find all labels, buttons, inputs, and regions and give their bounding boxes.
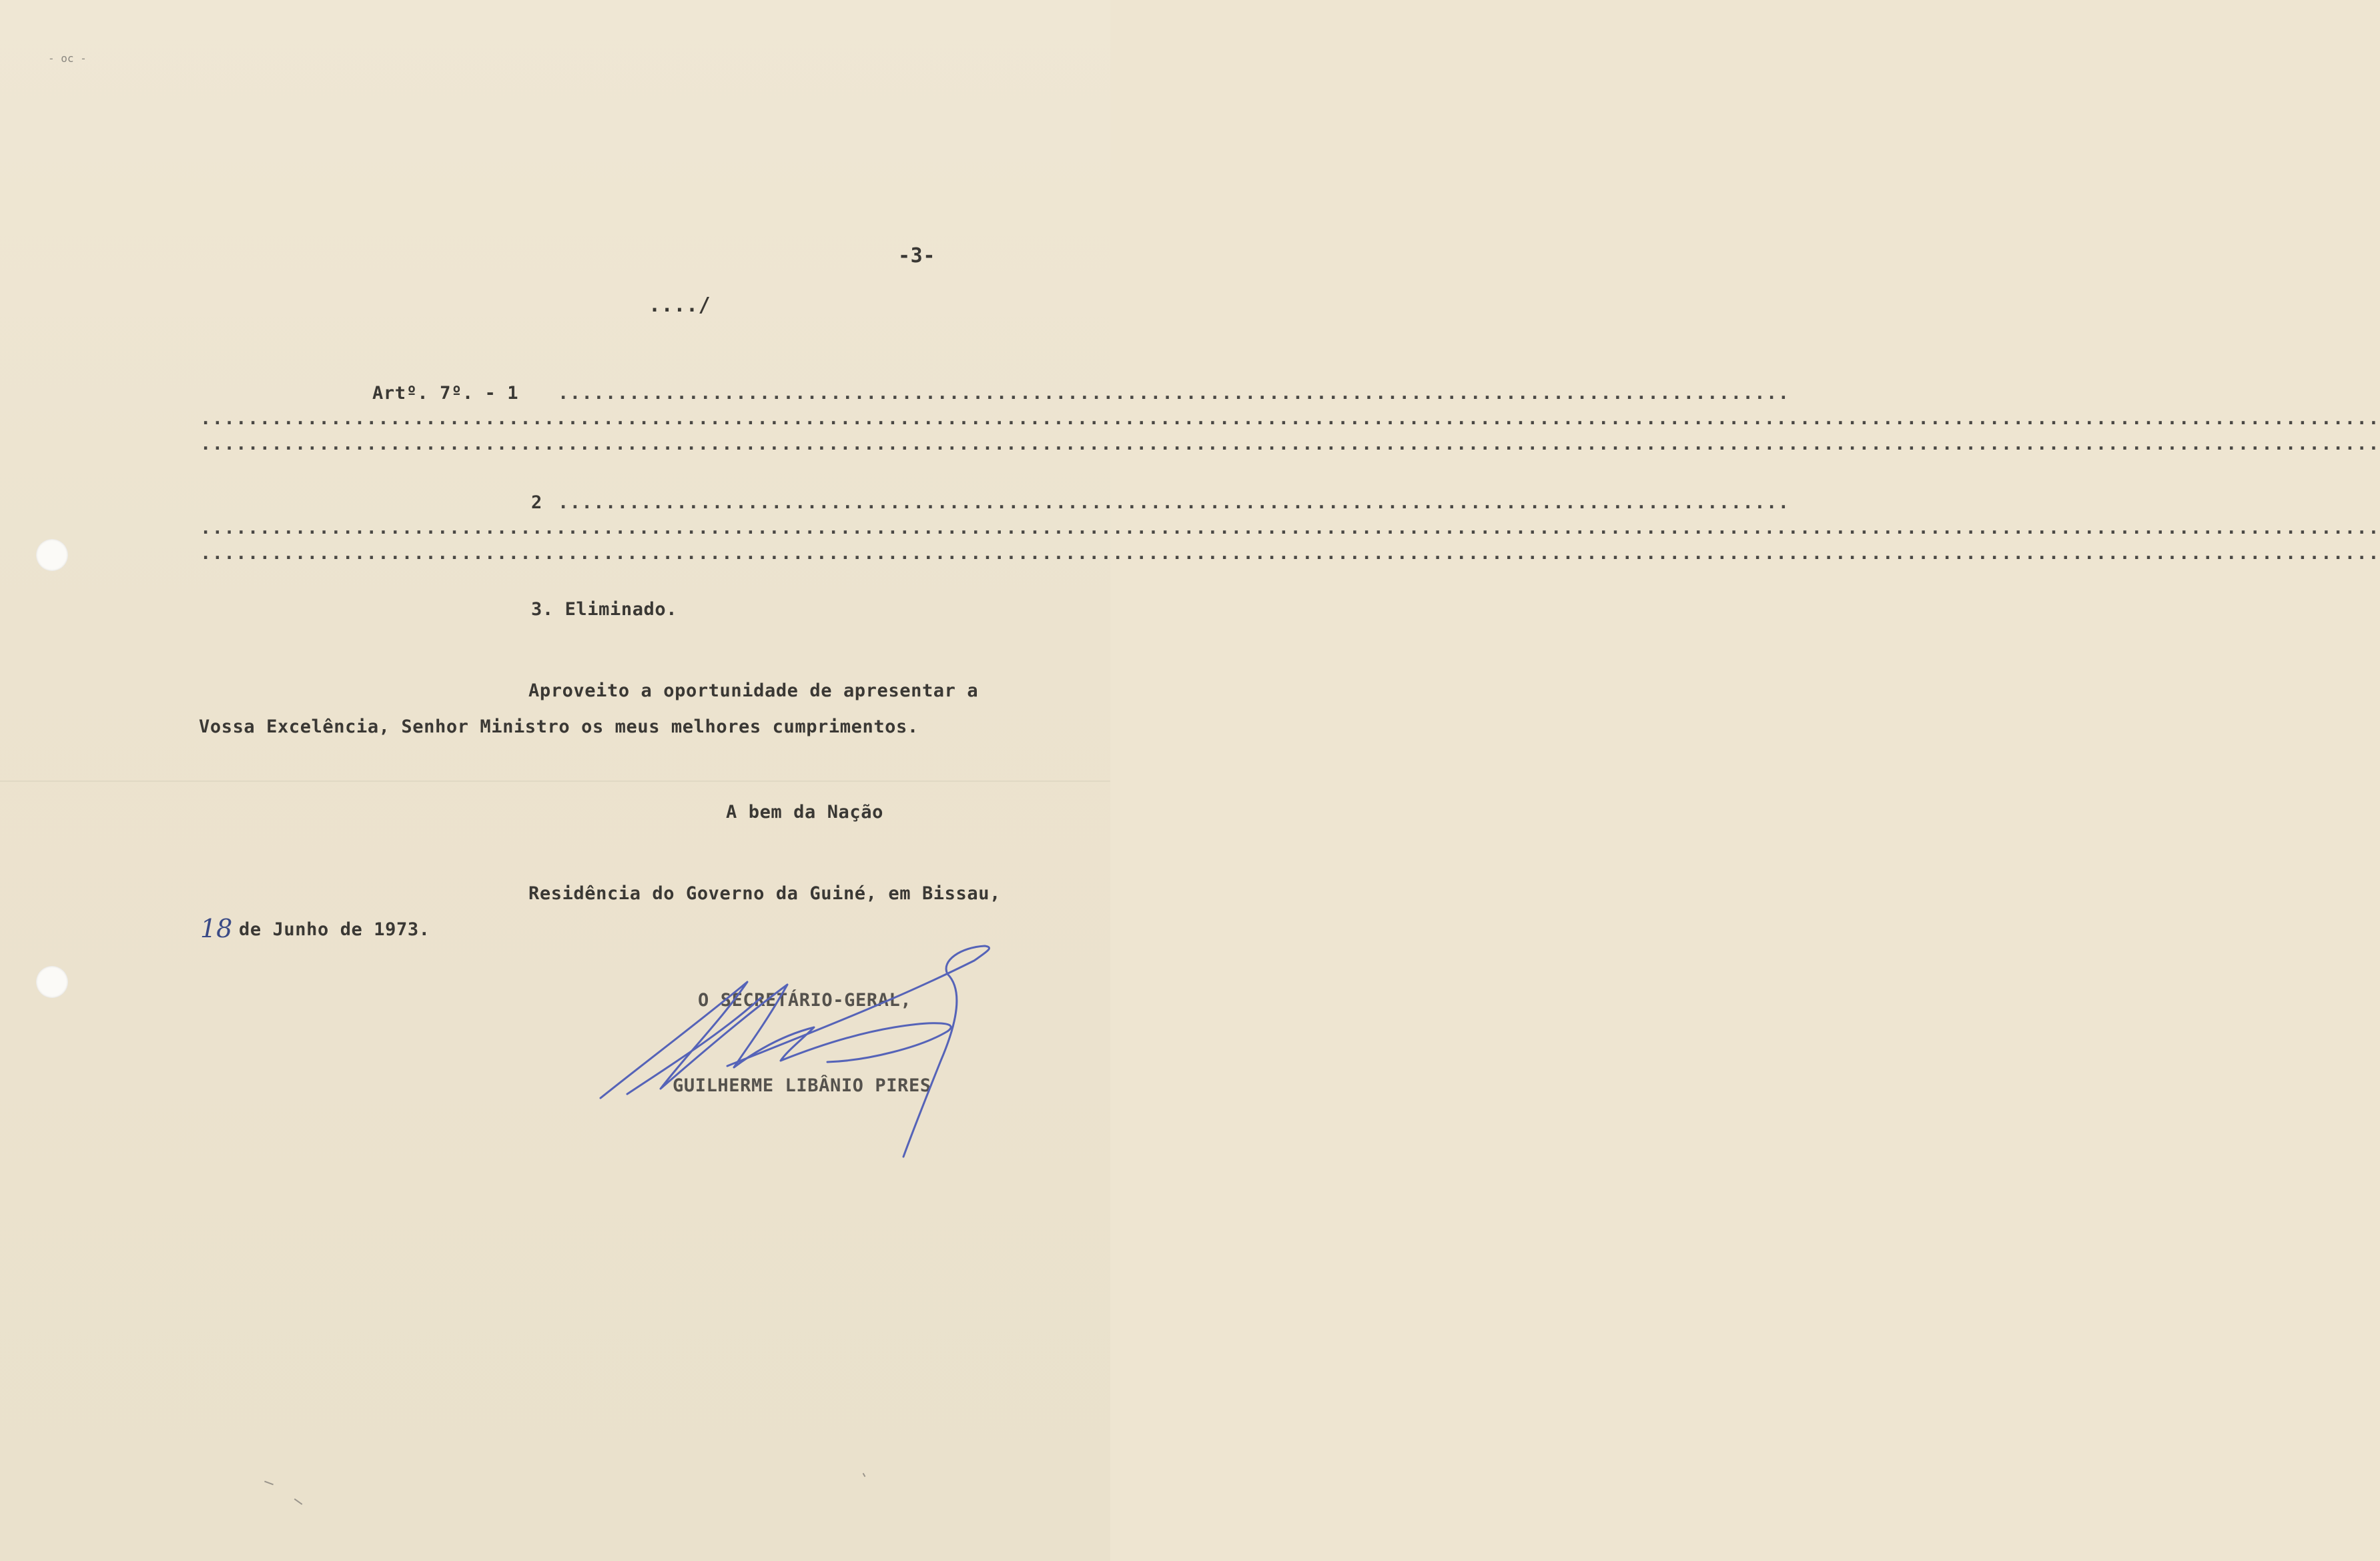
ellipsis-line: ........................................................................................................................................................................................ <box>200 518 2380 538</box>
article-item-3: 3. Eliminado. <box>531 599 678 620</box>
closing-line-2: Vossa Excelência, Senhor Ministro os meus melhores cumprimentos. <box>199 716 919 737</box>
ellipsis-line: ........................................................................................................................................................................................ <box>200 543 2380 564</box>
signatory-title: O SECRETÁRIO-GERAL, <box>698 990 912 1011</box>
punch-hole-bottom <box>36 966 68 998</box>
article-heading: Artº. 7º. - 1 <box>372 383 519 404</box>
stray-mark <box>264 1481 274 1486</box>
article-item-2: 2 <box>531 492 542 513</box>
ellipsis-line: ........................................................................................................ <box>558 383 1790 404</box>
place-line: Residência do Governo da Guiné, em Bissau, <box>528 883 1001 904</box>
closing-line-1: Aproveito a oportunidade de apresentar a <box>528 680 979 701</box>
stray-mark <box>863 1473 866 1477</box>
handwritten-day: 18 <box>200 914 233 943</box>
punch-hole-top <box>36 539 68 571</box>
ellipsis-line: ........................................................................................................ <box>558 492 1790 513</box>
continuation-mark: ..../ <box>649 294 711 317</box>
ellipsis-line: ........................................................................................................................................................................................ <box>200 408 2380 429</box>
signatory-name: GUILHERME LIBÂNIO PIRES <box>673 1075 931 1096</box>
date-line: de Junho de 1973. <box>239 919 430 940</box>
signature-icon <box>587 934 1014 1161</box>
stray-mark <box>294 1498 303 1505</box>
corner-mark: - oc - <box>48 52 87 65</box>
ellipsis-line: ........................................................................................................................................................................................ <box>200 434 2380 454</box>
page-number: -3- <box>898 244 935 268</box>
fold-line <box>0 780 1110 782</box>
salutation: A bem da Nação <box>726 802 883 823</box>
